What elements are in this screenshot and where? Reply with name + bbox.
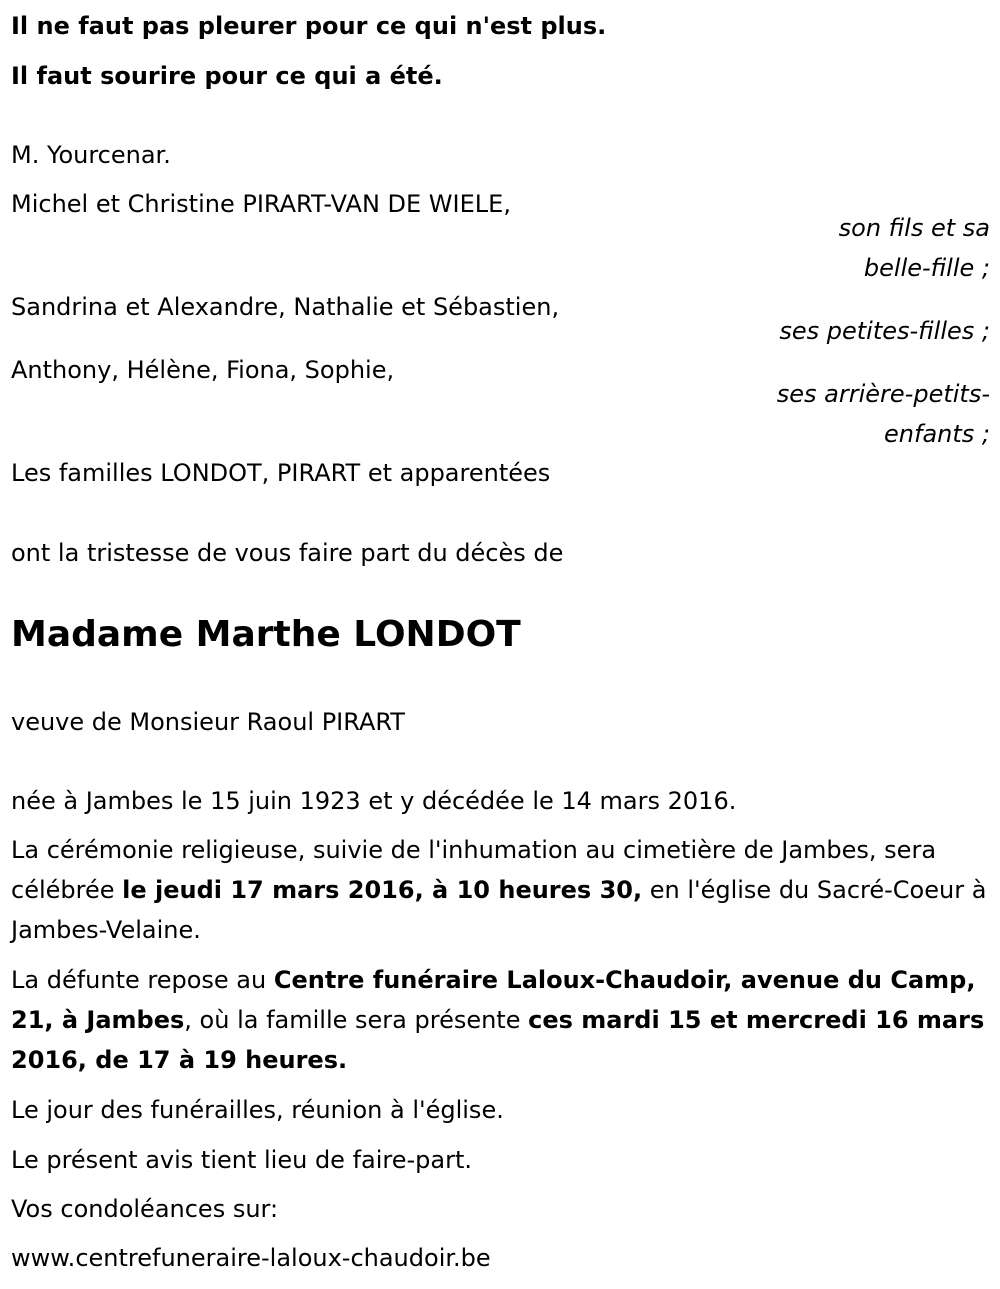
quote-author: M. Yourcenar. <box>11 141 171 169</box>
quote-line-1: Il ne faut pas pleurer pour ce qui n'est plus. <box>11 12 607 40</box>
visitation-place: Centre funéraire Laloux-Chaudoir, avenue du Camp, 21, à Jambes <box>11 966 976 1034</box>
visitation-paragraph <box>11 960 991 1080</box>
birth-death: née à Jambes le 15 juin 1923 et y décédée le 14 mars 2016. <box>11 787 737 815</box>
granddaughters-names: Sandrina et Alexandre, Nathalie et Sébastien, <box>11 293 560 321</box>
greatgrandchildren-role-line-2: enfants ; <box>884 420 990 448</box>
condolences-label: Vos condoléances sur: <box>11 1195 279 1223</box>
granddaughters-role: ses petites-filles ; <box>779 317 990 345</box>
ceremony-text-2: en l'église du Sacré-Coeur à Jambes-Velaine. <box>11 876 987 944</box>
funeral-meeting: Le jour des funérailles, réunion à l'église. <box>11 1096 504 1124</box>
deceased-name: Madame Marthe LONDOT <box>11 614 521 655</box>
visitation-text-2: , où la famille sera présente <box>184 1006 529 1034</box>
visitation-dates: ces mardi 15 et mercredi 16 mars 2016, de 17 à 19 heures. <box>11 1006 985 1074</box>
widow-of: veuve de Monsieur Raoul PIRART <box>11 708 405 736</box>
son-names: Michel et Christine PIRART-VAN DE WIELE, <box>11 190 511 218</box>
visitation-text-1: La défunte repose au <box>11 966 274 994</box>
quote-line-2: Il faut sourire pour ce qui a été. <box>11 62 443 90</box>
notice-line: Le présent avis tient lieu de faire-part. <box>11 1146 473 1174</box>
announcement: ont la tristesse de vous faire part du décès de <box>11 539 564 567</box>
website-link[interactable]: www.centrefuneraire-laloux-chaudoir.be <box>11 1244 491 1272</box>
son-role-line-1: son fils et sa <box>838 214 990 242</box>
greatgrandchildren-role-line-1: ses arrière-petits- <box>776 380 990 408</box>
son-role-line-2: belle-fille ; <box>863 254 990 282</box>
greatgrandchildren-names: Anthony, Hélène, Fiona, Sophie, <box>11 356 395 384</box>
ceremony-text-1: La cérémonie religieuse, suivie de l'inhumation au cimetière de Jambes, sera célébrée <box>11 836 937 904</box>
ceremony-date: le jeudi 17 mars 2016, à 10 heures 30, <box>122 876 643 904</box>
ceremony-paragraph <box>11 830 991 950</box>
families-line: Les familles LONDOT, PIRART et apparentées <box>11 459 551 487</box>
